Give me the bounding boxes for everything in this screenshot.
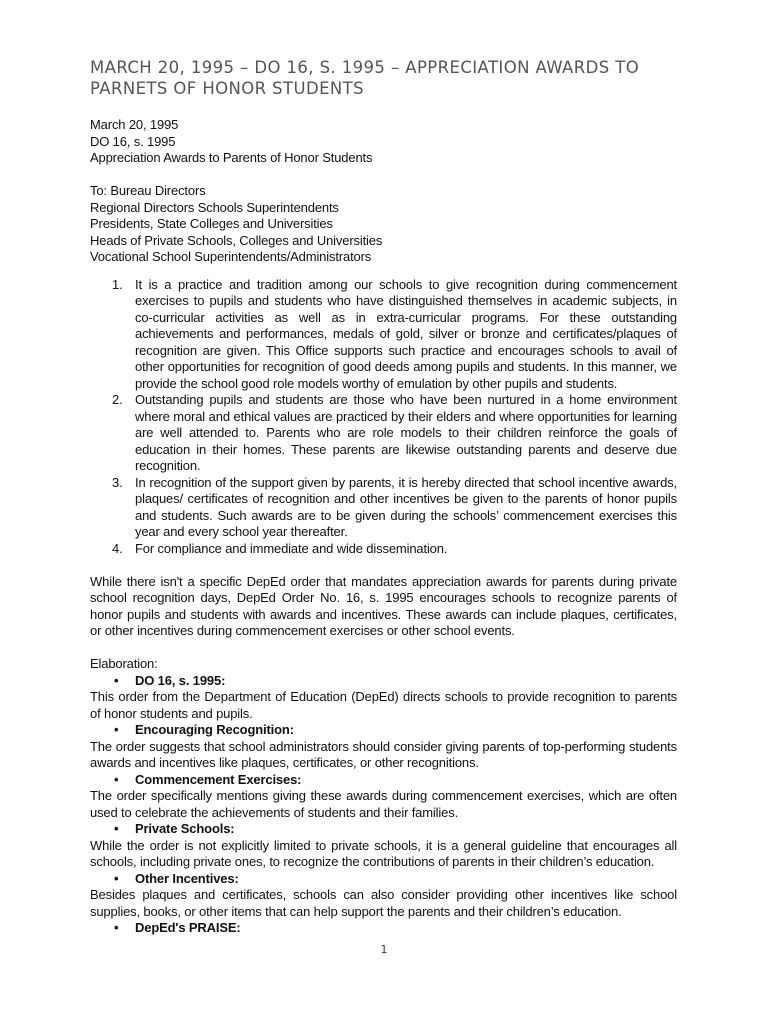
elaboration-text: This order from the Department of Education (DepEd) directs schools to provide recognition to parents of honor students and pupils. [90, 689, 677, 721]
recipient-line: To: Bureau Directors [90, 183, 206, 198]
item-number: 1. [112, 276, 123, 292]
bullet-icon: • [114, 920, 119, 935]
memo-number: DO 16, s. 1995 [90, 133, 176, 149]
memo-header [90, 117, 677, 167]
page-number: 1 [380, 943, 388, 956]
item-text: For compliance and immediate and wide dissemination. [135, 540, 448, 556]
bullet-icon: • [114, 870, 119, 886]
elaboration-text: The order specifically mentions giving these awards during commencement exercises, which are often used to celebrate the achievements of students and their families. [90, 788, 677, 820]
numbered-list [90, 277, 677, 558]
elaboration-text: The order suggests that school administrators should consider giving parents of top-performing students awards and incentives like plaques, certificates, or other recognitions. [90, 738, 677, 770]
elaboration-section [90, 673, 677, 937]
bullet-icon: • [114, 722, 119, 737]
item-text: In recognition of the support given by parents, it is hereby directed that school incentive awards, plaques/ certificates of recognition and other incentives be given to the parents of honor pupils and students. Such awards are to be given during the schools’ commencement exercises this year and every school year thereafter. [135, 474, 677, 539]
heading-text: DepEd's PRAISE: [135, 920, 241, 935]
list-item [90, 277, 677, 393]
heading-text: Private Schools: [135, 821, 235, 836]
list-item [90, 475, 677, 541]
elaboration-text: While the order is not explicitly limited to private schools, it is a general guideline that encourages all schools, including private ones, to recognize the contributions of parents in their children’s education. [90, 837, 677, 869]
item-text: It is a practice and tradition among our schools to give recognition during commencement exercises to pupils and students who have distinguished themselves in academic subjects, in co-curricular activities as well as in extra-curricular programs. For these outstanding achievements and performances, medals of gold, silver or bronze and certificates/plaques of recognition are given. This Office supports such practice and encourages schools to avail of other opportunities for recognition of good deeds among pupils and students. In this manner, we provide the school good role models worthy of emulation by other pupils and students. [135, 276, 677, 391]
elaboration-label: Elaboration: [90, 656, 158, 671]
list-item [90, 392, 677, 475]
memo-subject: Appreciation Awards to Parents of Honor Students [90, 150, 373, 165]
elaboration-text: Besides plaques and certificates, schools can also consider providing other incentives like school supplies, books, or other items that can help support the parents and their children’s education. [90, 887, 677, 919]
elaboration-heading [90, 772, 677, 789]
item-text: Outstanding pupils and students are those who have been nurtured in a home environment where moral and ethical values are practiced by their elders and where opportunities for learning are well attended to. Parents who are role models to their children reinforce the goals of education in their homes. These parents are likewise outstanding parents and deserve due recognition. [135, 392, 677, 473]
item-number: 4. [112, 540, 123, 556]
elaboration-heading [90, 821, 677, 838]
memo-date: March 20, 1995 [90, 117, 179, 132]
item-number: 2. [112, 392, 123, 407]
elaboration-heading [90, 920, 677, 937]
recipient-line: Regional Directors Schools Superintendents [90, 199, 339, 215]
bullet-icon: • [114, 771, 119, 787]
item-number: 3. [112, 474, 123, 490]
recipient-line: Presidents, State Colleges and Universities [90, 216, 333, 231]
summary-paragraph: While there isn't a specific DepEd order that mandates appreciation awards for parents during private school recognition days, DepEd Order No. 16, s. 1995 encourages schools to recognize parents of honor pupils and students with awards and incentives. These awards can include plaques, certificates, or other incentives during commencement exercises or other school events. [90, 573, 677, 638]
heading-text: Commencement Exercises: [135, 771, 302, 787]
memo-recipients [90, 183, 677, 266]
heading-text: Encouraging Recognition: [135, 722, 294, 737]
elaboration-heading [90, 673, 677, 690]
bullet-icon: • [114, 672, 119, 688]
document-title: MARCH 20, 1995 – DO 16, S. 1995 – APPRECIATION AWARDS TO PARNETS OF HONOR STUDENTS [90, 58, 640, 98]
recipient-line: Vocational School Superintendents/Administrators [90, 249, 372, 264]
heading-text: DO 16, s. 1995: [135, 672, 226, 688]
elaboration-heading [90, 722, 677, 739]
elaboration-heading [90, 871, 677, 888]
heading-text: Other Incentives: [135, 870, 239, 886]
document-body [90, 117, 677, 937]
bullet-icon: • [114, 821, 119, 836]
list-item [90, 541, 677, 558]
recipient-line: Heads of Private Schools, Colleges and Universities [90, 232, 383, 248]
